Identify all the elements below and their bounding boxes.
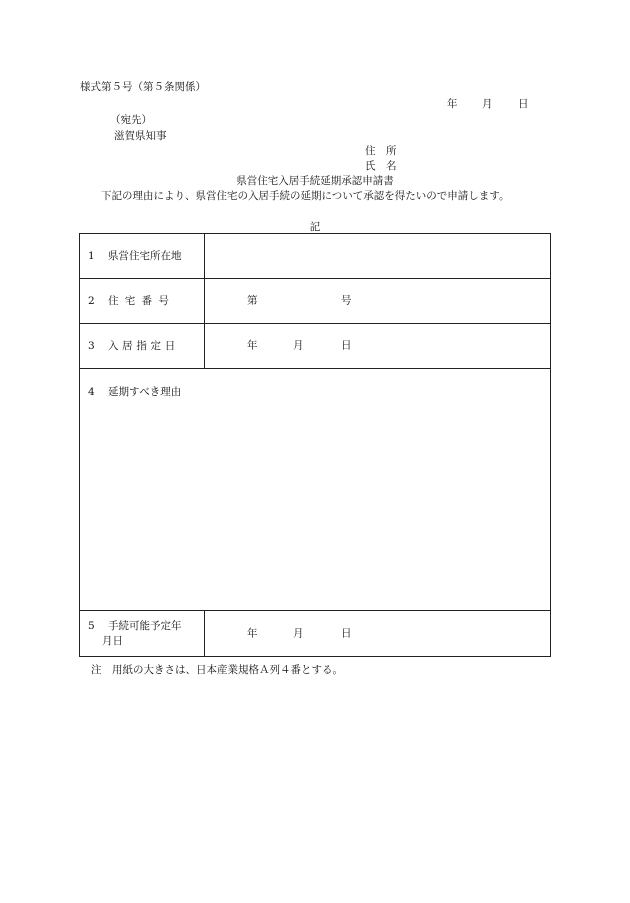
possible-date-label	[88, 619, 204, 649]
reason-label	[80, 369, 550, 399]
applicant-address-label: 住 所	[365, 145, 397, 157]
possible-date-label-line2: 月日	[102, 634, 123, 647]
body-text: 下記の理由により、県営住宅の入居手続の延期について承認を得たいので申請します。	[101, 190, 510, 202]
row-number: 3	[88, 339, 95, 352]
form-number: 様式第５号（第５条関係）	[80, 81, 206, 93]
row-number: 5	[88, 619, 95, 632]
possible-date-label-cell	[80, 611, 205, 657]
possible-day-label: 日	[341, 627, 352, 640]
house-number-prefix: 第	[247, 294, 258, 307]
move-in-date-value-cell[interactable]	[205, 324, 551, 369]
house-number-label: 住宅番号	[108, 294, 176, 307]
document-title: 県営住宅入居手続延期承認申請書	[236, 175, 394, 187]
table-row	[80, 324, 551, 369]
move-in-day-label: 日	[341, 339, 352, 352]
row-number: 1	[88, 249, 95, 262]
move-in-year-label: 年	[247, 339, 258, 352]
paper-size-note: 注 用紙の大きさは、日本産業規格Ａ列４番とする。	[91, 664, 343, 676]
move-in-date-label: 入居指定日	[108, 339, 179, 352]
possible-date-value-cell[interactable]	[205, 611, 551, 657]
house-number-label-cell	[80, 279, 205, 324]
application-form-table	[79, 233, 551, 657]
table-row	[80, 611, 551, 657]
move-in-date-label-cell	[80, 324, 205, 369]
date-day-label: 日	[518, 98, 529, 110]
row-number: 2	[88, 294, 95, 307]
location-label-cell	[80, 234, 205, 279]
location-label: 県営住宅所在地	[108, 249, 182, 262]
table-row	[80, 369, 551, 611]
move-in-month-label: 月	[293, 339, 304, 352]
table-row	[80, 234, 551, 279]
row-number: 4	[88, 386, 95, 398]
possible-date-label-line1: 手続可能予定年	[108, 619, 182, 632]
addressee-label: （宛先）	[110, 114, 152, 126]
house-number-value-cell[interactable]	[205, 279, 551, 324]
ki-heading: 記	[309, 221, 321, 233]
house-number-suffix: 号	[341, 294, 352, 307]
date-month-label: 月	[482, 98, 493, 110]
reason-cell[interactable]	[80, 369, 551, 611]
reason-label-text: 延期すべき理由	[108, 386, 182, 398]
possible-month-label: 月	[293, 627, 304, 640]
location-value-cell[interactable]	[205, 234, 551, 279]
possible-year-label: 年	[247, 627, 258, 640]
applicant-name-label: 氏 名	[365, 160, 397, 172]
addressee-name: 滋賀県知事	[114, 130, 167, 142]
date-year-label: 年	[447, 98, 458, 110]
table-row	[80, 279, 551, 324]
